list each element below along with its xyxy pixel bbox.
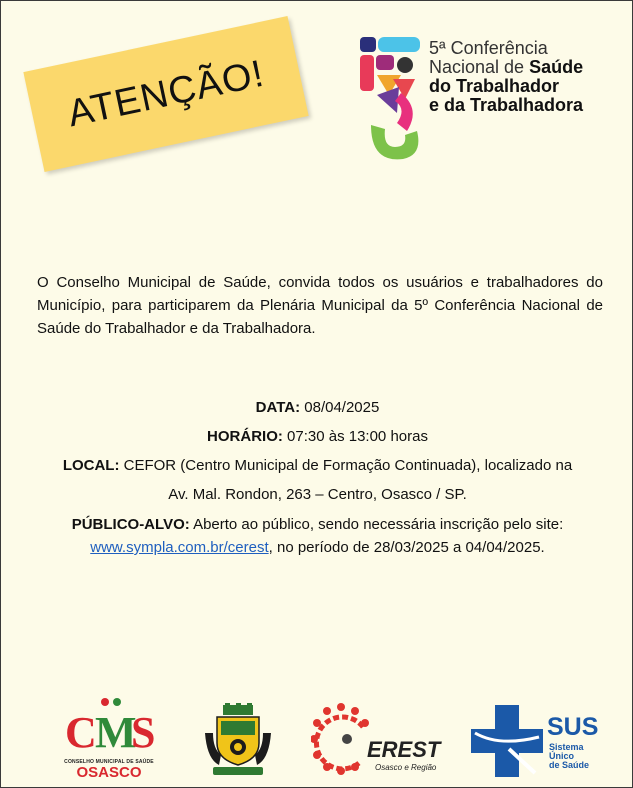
registration-period: , no período de 28/03/2025 a 04/04/2025. [268, 539, 545, 556]
location-row [1, 451, 633, 480]
conference-line-4: e da Trabalhadora [429, 95, 584, 115]
cerest-ring-icon [311, 701, 371, 779]
cms-letter-s: S [131, 708, 155, 757]
sus-line-1: Sistema [549, 742, 584, 752]
cms-osasco-logo [63, 695, 155, 783]
sus-logo [469, 703, 601, 781]
cms-letter-c: C [65, 708, 97, 757]
date-value: 08/04/2025 [300, 399, 380, 416]
conference-line-3: do Trabalhador [429, 76, 560, 96]
location-value: CEFOR (Centro Municipal de Formação Continuada), localizado na [119, 457, 573, 474]
partner-logos [1, 691, 633, 781]
sus-word: SUS [547, 713, 599, 741]
registration-row [1, 536, 633, 559]
audience-value: Aberto ao público, sendo necessária inscrição pelo site: [189, 516, 564, 533]
date-row [1, 393, 633, 422]
conference-line-2-bold: Saúde [529, 57, 584, 77]
intro-paragraph: O Conselho Municipal de Saúde, convida todos os usuários e trabalhadores do Município, para participarem da Plenária Municipal da 5º Conferência Nacional de Saúde do Trabalhador e da Trabalhadora. [37, 274, 603, 337]
coat-of-arms-icon [203, 703, 273, 779]
date-label: DATA: [255, 399, 301, 416]
address-row: Av. Mal. Rondon, 263 – Centro, Osasco / SP. [168, 486, 467, 503]
erest-subtitle: Osasco e Região [375, 763, 437, 772]
cms-letter-m: M [95, 708, 137, 757]
conference-line-2-prefix: Nacional de [429, 57, 530, 77]
sympla-link[interactable]: www.sympla.com.br/cerest [90, 539, 269, 556]
erest-word: EREST [367, 737, 441, 762]
osasco-crest-logo [203, 703, 273, 779]
attention-text: ATENÇÃO! [63, 52, 268, 135]
conference-line-1: 5ª Conferência [429, 38, 548, 58]
time-row [1, 422, 633, 451]
conference-title [429, 39, 583, 115]
time-label: HORÁRIO: [207, 428, 283, 445]
sus-line-2: Único [549, 751, 575, 761]
location-label: LOCAL: [62, 457, 120, 474]
audience-label: PÚBLICO-ALVO: [71, 516, 190, 533]
cms-figures-icon [63, 695, 155, 757]
sus-subtitle [549, 743, 589, 770]
cerest-logo [311, 701, 441, 779]
conference-mark-icon [357, 35, 427, 167]
event-details [1, 393, 633, 559]
cms-city: OSASCO [76, 764, 142, 781]
time-value: 07:30 às 13:00 horas [282, 428, 428, 445]
sus-cross-icon [469, 703, 545, 779]
attention-sticky-note [23, 16, 308, 172]
conference-logo [357, 35, 627, 170]
cms-subtitle: CONSELHO MUNICIPAL DE SAÚDE [64, 759, 154, 765]
sus-line-3: de Saúde [549, 760, 590, 770]
conference-line-2 [429, 58, 583, 77]
audience-row [1, 513, 633, 536]
